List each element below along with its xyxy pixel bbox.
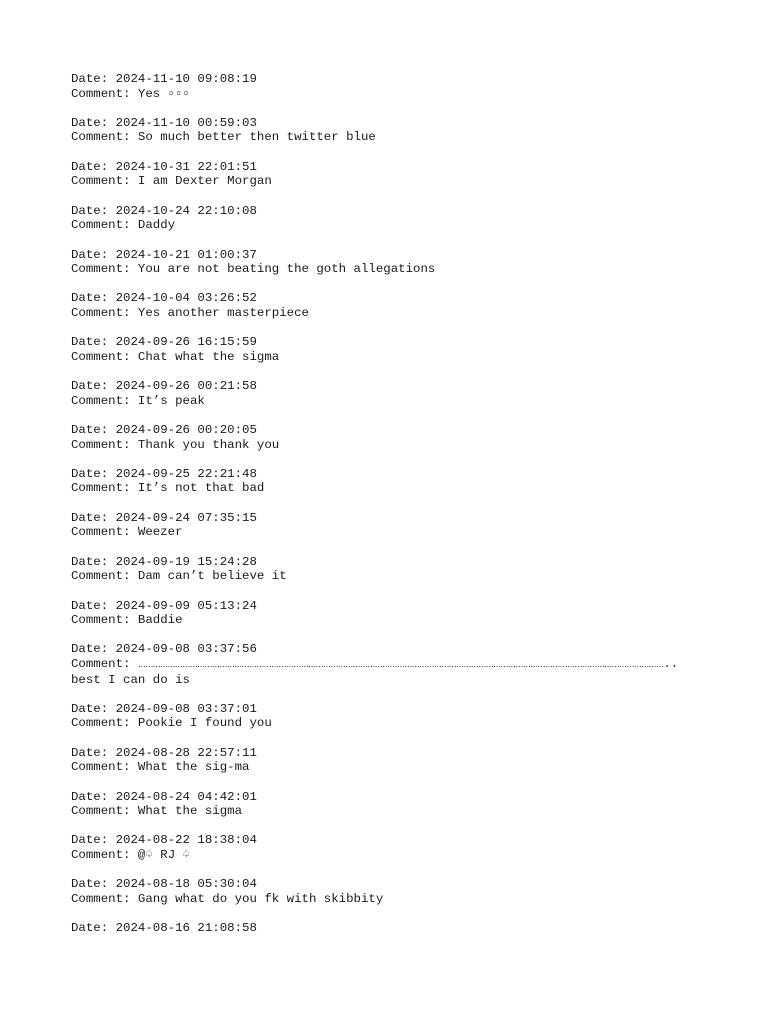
date-label: Date: bbox=[71, 466, 116, 481]
comment-text: Yes ▫▫▫ bbox=[137, 86, 190, 101]
date-line bbox=[71, 511, 701, 526]
comment-entry bbox=[71, 248, 701, 277]
date-value: 2024-09-26 16:15:59 bbox=[115, 335, 257, 350]
comment-entry bbox=[71, 877, 701, 906]
comment-line bbox=[71, 716, 701, 731]
date-value: 2024-08-28 22:57:11 bbox=[115, 745, 257, 760]
comment-entry bbox=[71, 642, 701, 687]
date-line bbox=[71, 877, 701, 892]
comment-text: It’s not that bad bbox=[137, 481, 265, 496]
date-label: Date: bbox=[71, 789, 116, 804]
comment-text: What the sig-ma bbox=[137, 760, 250, 775]
comment-entry bbox=[71, 379, 701, 408]
comment-label: Comment: bbox=[71, 804, 138, 819]
date-label: Date: bbox=[71, 701, 116, 716]
comment-label: Comment: bbox=[71, 86, 138, 101]
date-label: Date: bbox=[71, 115, 116, 130]
comment-label: Comment: bbox=[71, 613, 138, 628]
date-label: Date: bbox=[71, 642, 116, 657]
comment-line bbox=[71, 438, 701, 453]
comment-entry bbox=[71, 291, 701, 320]
comment-entry bbox=[71, 921, 701, 936]
date-value: 2024-11-10 09:08:19 bbox=[115, 72, 257, 86]
date-value: 2024-10-24 22:10:08 bbox=[115, 203, 257, 218]
comment-text: Pookie I found you bbox=[137, 716, 272, 731]
comment-entry bbox=[71, 746, 701, 775]
date-label: Date: bbox=[71, 877, 116, 892]
comment-label: Comment: bbox=[71, 262, 138, 277]
comment-label: Comment: bbox=[71, 716, 138, 731]
comment-text: Daddy bbox=[137, 218, 176, 233]
comment-text: Baddie bbox=[137, 613, 183, 628]
comment-label: Comment: bbox=[71, 393, 138, 408]
comment-entry bbox=[71, 72, 701, 101]
comment-label: Comment: bbox=[71, 305, 138, 320]
comment-label: Comment: bbox=[71, 760, 138, 775]
date-line bbox=[71, 335, 701, 350]
comment-label: Comment: bbox=[71, 437, 138, 452]
comment-text: Weezer bbox=[137, 525, 183, 540]
comment-line bbox=[71, 613, 701, 628]
date-value: 2024-09-26 00:21:58 bbox=[115, 379, 257, 394]
date-label: Date: bbox=[71, 291, 116, 306]
comment-label: Comment: bbox=[71, 891, 138, 906]
comment-text: .. best I can do is bbox=[71, 656, 686, 687]
comment-line bbox=[71, 804, 701, 819]
date-line bbox=[71, 204, 701, 219]
date-line bbox=[71, 160, 701, 175]
comment-entry bbox=[71, 116, 701, 145]
comment-text: Chat what the sigma bbox=[137, 349, 280, 364]
comment-label: Comment: bbox=[71, 130, 138, 145]
comment-text: Dam can’t believe it bbox=[137, 569, 287, 584]
date-line bbox=[71, 72, 701, 87]
comment-entry bbox=[71, 790, 701, 819]
date-value: 2024-10-31 22:01:51 bbox=[115, 159, 257, 174]
comment-line bbox=[71, 760, 701, 775]
comment-line bbox=[71, 657, 701, 687]
comment-text: So much better then twitter blue bbox=[137, 130, 376, 145]
comment-text: I am Dexter Morgan bbox=[137, 174, 272, 189]
date-line bbox=[71, 599, 701, 614]
comment-line bbox=[71, 569, 701, 584]
date-label: Date: bbox=[71, 247, 116, 262]
comment-label: Comment: bbox=[71, 569, 138, 584]
comment-text: @♤ RJ ♤ bbox=[137, 848, 191, 863]
comment-entry bbox=[71, 702, 701, 731]
comment-entry bbox=[71, 555, 701, 584]
date-value: 2024-10-21 01:00:37 bbox=[115, 247, 257, 262]
date-value: 2024-09-25 22:21:48 bbox=[115, 466, 257, 481]
comment-label: Comment: bbox=[71, 525, 138, 540]
date-line bbox=[71, 702, 701, 717]
comment-label: Comment: bbox=[71, 174, 138, 189]
comment-text: Thank you thank you bbox=[137, 437, 280, 452]
date-value: 2024-09-19 15:24:28 bbox=[115, 554, 257, 569]
date-line bbox=[71, 746, 701, 761]
date-label: Date: bbox=[71, 921, 116, 936]
comment-line bbox=[71, 350, 701, 365]
date-label: Date: bbox=[71, 833, 116, 848]
comment-line bbox=[71, 892, 701, 907]
date-line bbox=[71, 921, 701, 936]
date-line bbox=[71, 116, 701, 131]
comment-entry bbox=[71, 599, 701, 628]
comment-entry bbox=[71, 204, 701, 233]
comment-text: Yes another masterpiece bbox=[137, 305, 309, 320]
comment-text: It’s peak bbox=[137, 393, 205, 408]
comment-label: Comment: bbox=[71, 656, 138, 671]
date-value: 2024-08-18 05:30:04 bbox=[115, 877, 257, 892]
comment-line bbox=[71, 394, 701, 409]
comment-entry bbox=[71, 335, 701, 364]
comment-line bbox=[71, 174, 701, 189]
comment-line bbox=[71, 306, 701, 321]
comment-label: Comment: bbox=[71, 218, 138, 233]
comment-line bbox=[71, 130, 701, 145]
date-value: 2024-11-10 00:59:03 bbox=[115, 115, 257, 130]
date-label: Date: bbox=[71, 423, 116, 437]
comment-label: Comment: bbox=[71, 848, 138, 863]
comment-entry bbox=[71, 467, 701, 496]
date-label: Date: bbox=[71, 510, 116, 525]
comment-label: Comment: bbox=[71, 481, 138, 496]
date-label: Date: bbox=[71, 379, 116, 394]
comment-text: You are not beating the goth allegations bbox=[137, 262, 436, 277]
comment-entry bbox=[71, 511, 701, 540]
date-label: Date: bbox=[71, 554, 116, 569]
comment-log bbox=[71, 72, 701, 951]
date-value: 2024-08-22 18:38:04 bbox=[115, 833, 257, 848]
comment-entry bbox=[71, 833, 701, 862]
comment-line bbox=[71, 218, 701, 233]
comment-text: Gang what do you fk with skibbity bbox=[137, 891, 384, 906]
comment-line bbox=[71, 262, 701, 277]
comment-line bbox=[71, 848, 701, 863]
comment-text: What the sigma bbox=[137, 804, 243, 819]
date-value: 2024-09-08 03:37:56 bbox=[115, 642, 257, 657]
comment-entry bbox=[71, 160, 701, 189]
date-line bbox=[71, 555, 701, 570]
comment-line bbox=[71, 525, 701, 540]
comment-line bbox=[71, 481, 701, 496]
date-label: Date: bbox=[71, 598, 116, 613]
date-line bbox=[71, 291, 701, 306]
date-label: Date: bbox=[71, 159, 116, 174]
date-line bbox=[71, 423, 701, 438]
comment-entry bbox=[71, 423, 701, 452]
date-label: Date: bbox=[71, 72, 116, 86]
comment-label: Comment: bbox=[71, 349, 138, 364]
date-value: 2024-08-24 04:42:01 bbox=[115, 789, 257, 804]
date-value: 2024-10-04 03:26:52 bbox=[115, 291, 257, 306]
comment-line bbox=[71, 87, 701, 102]
date-line bbox=[71, 467, 701, 482]
date-value: 2024-09-26 00:20:05 bbox=[115, 423, 257, 437]
date-line bbox=[71, 379, 701, 394]
date-value: 2024-08-16 21:08:58 bbox=[115, 921, 257, 936]
date-line bbox=[71, 248, 701, 263]
date-line bbox=[71, 642, 701, 657]
date-label: Date: bbox=[71, 745, 116, 760]
date-label: Date: bbox=[71, 203, 116, 218]
date-line bbox=[71, 790, 701, 805]
date-value: 2024-09-24 07:35:15 bbox=[115, 510, 257, 525]
date-label: Date: bbox=[71, 335, 116, 350]
comment-ellipsis: …………………………………………………………………………………………………………………………………………………………………………………………… bbox=[137, 659, 664, 669]
date-value: 2024-09-09 05:13:24 bbox=[115, 598, 257, 613]
date-value: 2024-09-08 03:37:01 bbox=[115, 701, 257, 716]
date-line bbox=[71, 833, 701, 848]
